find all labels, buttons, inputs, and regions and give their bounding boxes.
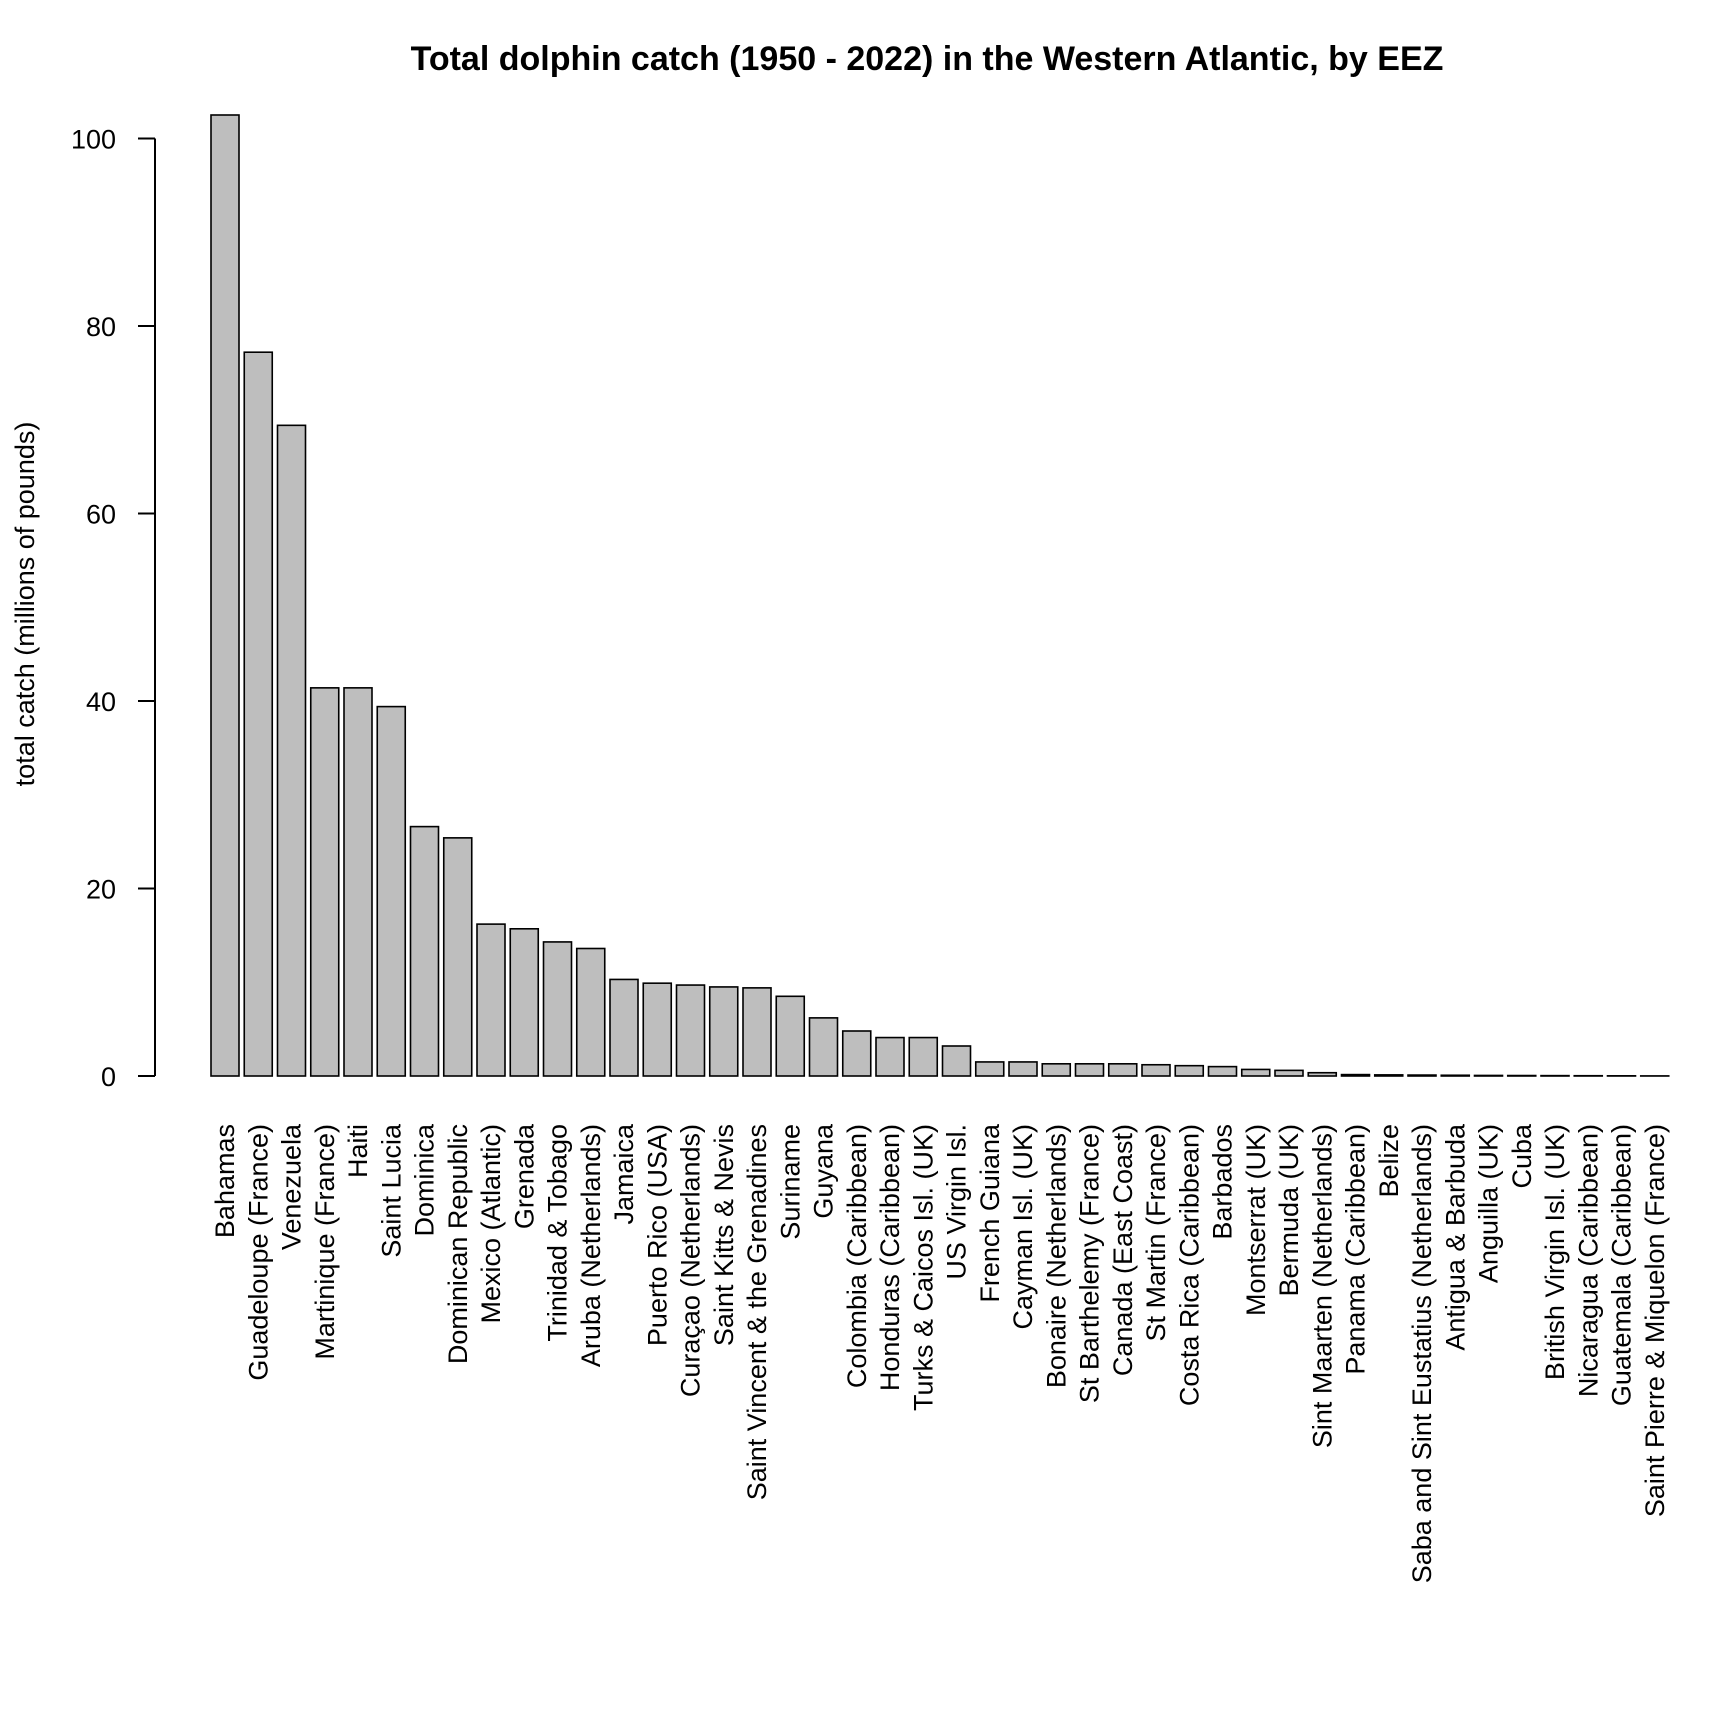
y-tick-label: 0 xyxy=(100,1062,116,1092)
x-tick-label: Cayman Isl. (UK) xyxy=(1008,1124,1038,1330)
bar xyxy=(278,425,306,1076)
x-tick-label: Dominica xyxy=(409,1124,440,1237)
bar xyxy=(1441,1075,1469,1076)
bar xyxy=(1475,1075,1503,1076)
y-tick-label: 60 xyxy=(85,499,116,530)
x-tick-label: British Virgin Isl. (UK) xyxy=(1540,1124,1570,1381)
x-tick-label: Guadeloupe (France) xyxy=(243,1124,274,1381)
bars-group xyxy=(211,115,1669,1076)
y-tick-label: 40 xyxy=(85,686,116,717)
x-tick-label: Honduras (Caribbean) xyxy=(875,1124,905,1392)
bar xyxy=(1109,1064,1137,1076)
bar xyxy=(943,1046,971,1076)
bar xyxy=(510,929,538,1076)
x-tick-label: Saint Lucia xyxy=(376,1124,407,1258)
bar xyxy=(1308,1073,1336,1076)
bar xyxy=(1076,1064,1104,1076)
bar xyxy=(1175,1066,1203,1076)
bar xyxy=(1209,1067,1237,1076)
bar xyxy=(909,1038,937,1076)
bar xyxy=(1242,1069,1270,1076)
bar xyxy=(377,707,405,1076)
x-tick-label: Jamaica xyxy=(609,1124,639,1225)
x-tick-label: Cuba xyxy=(1506,1124,1537,1189)
bar xyxy=(710,987,738,1076)
bar xyxy=(843,1031,871,1076)
x-tick-label: Bahamas xyxy=(210,1124,240,1239)
x-tick-label: Venezuela xyxy=(276,1124,307,1251)
y-axis-label: total catch (millions of pounds) xyxy=(10,421,40,787)
bar xyxy=(1342,1075,1370,1076)
x-tick-label: Saint Kitts & Nevis xyxy=(708,1124,739,1347)
bar xyxy=(544,942,572,1076)
x-axis-labels xyxy=(210,1123,1670,1583)
x-tick-label: Bermuda (UK) xyxy=(1274,1124,1304,1297)
x-tick-label: Panama (Caribbean) xyxy=(1340,1124,1371,1375)
bar xyxy=(344,688,372,1076)
x-tick-label: Canada (East Coast) xyxy=(1107,1124,1138,1377)
bar xyxy=(1408,1075,1436,1076)
bar xyxy=(976,1062,1004,1076)
bar xyxy=(211,115,239,1076)
x-tick-label: Colombia (Caribbean) xyxy=(841,1124,872,1389)
x-tick-label: Guyana xyxy=(808,1124,839,1219)
x-tick-label: Saba and Sint Eustatius (Netherlands) xyxy=(1407,1124,1437,1584)
x-tick-label: US Virgin Isl. xyxy=(941,1124,972,1280)
bar xyxy=(810,1018,838,1076)
bar xyxy=(477,924,505,1076)
bar xyxy=(311,688,339,1076)
bar xyxy=(677,985,705,1076)
x-tick-label: French Guiana xyxy=(974,1124,1005,1303)
x-tick-label: Suriname xyxy=(775,1124,806,1240)
bar xyxy=(577,948,605,1076)
x-tick-label: Sint Maarten (Netherlands) xyxy=(1307,1124,1338,1449)
bar xyxy=(411,827,439,1076)
bar xyxy=(1042,1064,1070,1076)
x-tick-label: Martinique (France) xyxy=(309,1124,340,1360)
x-tick-label: St Barthelemy (France) xyxy=(1074,1124,1105,1404)
bar xyxy=(1375,1075,1403,1076)
bar xyxy=(743,988,771,1076)
x-tick-label: Antigua & Barbuda xyxy=(1440,1124,1471,1351)
bar xyxy=(610,979,638,1076)
x-tick-label: Saint Vincent & the Grenadines xyxy=(742,1124,772,1501)
x-tick-label: Curaçao (Netherlands) xyxy=(675,1124,706,1398)
bar xyxy=(876,1038,904,1076)
bar xyxy=(776,996,804,1076)
x-tick-label: Belize xyxy=(1373,1124,1404,1198)
x-tick-label: Aruba (Netherlands) xyxy=(575,1124,606,1368)
bar xyxy=(444,838,472,1076)
x-tick-label: Turks & Caicos Isl. (UK) xyxy=(908,1124,939,1412)
x-tick-label: Haiti xyxy=(343,1124,373,1179)
x-tick-label: Dominican Republic xyxy=(442,1124,473,1365)
bar xyxy=(643,983,671,1076)
x-tick-label: Montserrat (UK) xyxy=(1240,1124,1271,1317)
chart-title: Total dolphin catch (1950 - 2022) in the Western Atlantic, by EEZ xyxy=(410,40,1444,78)
x-tick-label: Puerto Rico (USA) xyxy=(642,1124,673,1347)
x-tick-label: Grenada xyxy=(509,1124,540,1230)
x-tick-label: Costa Rica (Caribbean) xyxy=(1174,1124,1205,1407)
x-tick-label: Anguilla (UK) xyxy=(1473,1124,1504,1284)
x-tick-label: Nicaragua (Caribbean) xyxy=(1573,1124,1604,1398)
x-tick-label: Saint Pierre & Miquelon (France) xyxy=(1639,1124,1670,1518)
y-tick-label: 20 xyxy=(85,874,116,905)
x-tick-label: Guatemala (Caribbean) xyxy=(1606,1124,1637,1407)
x-tick-label: Bonaire (Netherlands) xyxy=(1041,1124,1072,1389)
x-tick-label: Barbados xyxy=(1207,1124,1238,1240)
bar xyxy=(1009,1062,1037,1076)
bar xyxy=(1142,1065,1170,1076)
x-tick-label: Mexico (Atlantic) xyxy=(476,1124,506,1324)
bar xyxy=(244,352,272,1076)
y-axis xyxy=(71,124,155,1092)
x-tick-label: St Martin (France) xyxy=(1141,1124,1171,1342)
y-tick-label: 100 xyxy=(70,124,116,155)
bar xyxy=(1275,1070,1303,1076)
y-tick-label: 80 xyxy=(85,311,116,342)
x-tick-label: Trinidad & Tobago xyxy=(542,1124,573,1342)
